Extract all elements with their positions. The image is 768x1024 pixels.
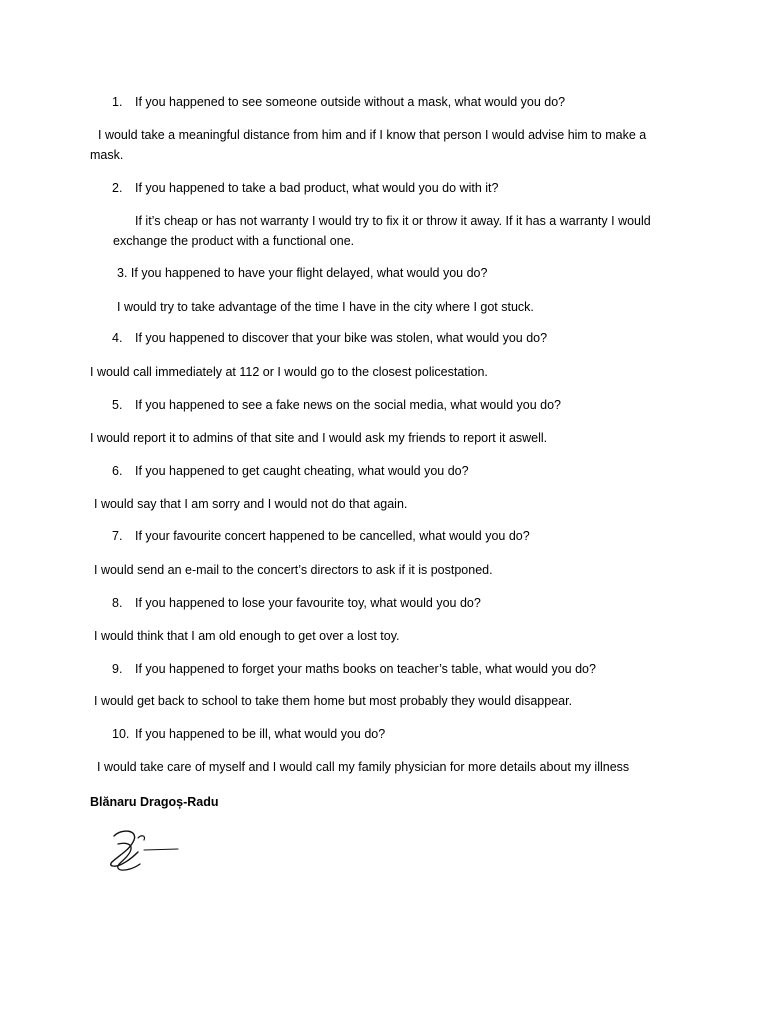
question-number: 9. (112, 662, 123, 676)
question-number: 10. (112, 727, 130, 741)
answer-7: I would send an e-mail to the concert’s directors to ask if it is postponed. (94, 563, 493, 577)
question-text: If you happened to discover that your bike was stolen, what would you do? (135, 331, 548, 345)
question-text: If you happened to take a bad product, what would you do with it? (135, 181, 499, 195)
question-10 (112, 726, 385, 742)
question-text: If you happened to see a fake news on the social media, what would you do? (135, 398, 561, 412)
question-number: 1. (112, 95, 123, 109)
author-name: Blănaru Dragoș-Radu (90, 795, 219, 809)
question-9 (112, 661, 596, 677)
question-number: 2. (112, 181, 123, 195)
question-text: If you happened to be ill, what would you do? (135, 727, 386, 741)
question-3 (117, 265, 487, 281)
question-text: If you happened to get caught cheating, what would you do? (135, 464, 469, 478)
answer-9: I would get back to school to take them home but most probably they would disappear. (94, 694, 573, 708)
question-4 (112, 330, 547, 346)
answer-1-line-2: mask. (90, 148, 124, 162)
question-text: If you happened to lose your favourite toy, what would you do? (135, 596, 481, 610)
answer-1-line-1: I would take a meaningful distance from him and if I know that person I would advise him to make a (98, 128, 647, 142)
answer-3: I would try to take advantage of the time I have in the city where I got stuck. (117, 300, 534, 314)
question-6 (112, 463, 469, 479)
handwritten-signature (104, 826, 184, 874)
question-text: If you happened to see someone outside without a mask, what would you do? (135, 95, 566, 109)
question-text: If you happened to forget your maths books on teacher’s table, what would you do? (135, 662, 596, 676)
question-8 (112, 595, 481, 611)
answer-6: I would say that I am sorry and I would not do that again. (94, 497, 408, 511)
question-text: If your favourite concert happened to be cancelled, what would you do? (135, 529, 530, 543)
question-2 (112, 180, 498, 196)
answer-2-line-2: exchange the product with a functional one. (113, 234, 355, 248)
answer-4: I would call immediately at 112 or I would go to the closest policestation. (90, 365, 488, 379)
question-number: 5. (112, 398, 123, 412)
question-number: 6. (112, 464, 123, 478)
question-number: 7. (112, 529, 123, 543)
answer-10: I would take care of myself and I would call my family physician for more details about my illness (97, 760, 630, 774)
question-7 (112, 528, 530, 544)
answer-2-line-1: If it’s cheap or has not warranty I would try to fix it or throw it away. If it has a warranty I would (135, 214, 651, 228)
question-number: 8. (112, 596, 123, 610)
answer-5: I would report it to admins of that site and I would ask my friends to report it aswell. (90, 431, 548, 445)
question-5 (112, 397, 561, 413)
answer-8: I would think that I am old enough to get over a lost toy. (94, 629, 400, 643)
question-text: If you happened to have your flight delayed, what would you do? (130, 266, 488, 280)
question-number: 4. (112, 331, 123, 345)
question-number: 3. (117, 266, 128, 280)
question-1 (112, 94, 565, 110)
